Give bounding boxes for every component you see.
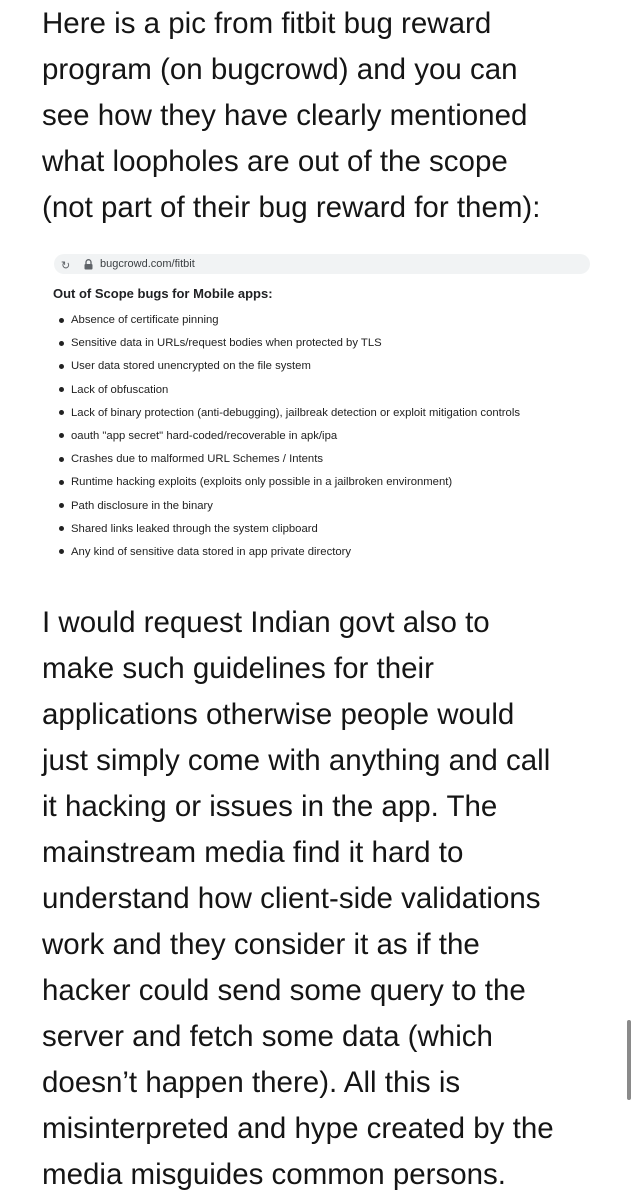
text-line: (not part of their bug reward for them): (42, 191, 541, 224)
list-item-text: Runtime hacking exploits (exploits only possible in a jailbroken environment) (71, 476, 453, 489)
text-line: Here is a pic from fitbit bug reward (42, 7, 492, 40)
bullet-icon (59, 433, 64, 438)
list-item-text: Absence of certificate pinning (71, 314, 219, 326)
bullet-icon (59, 364, 64, 369)
out-of-scope-heading: Out of Scope bugs for Mobile apps: (53, 286, 273, 301)
bullet-icon (59, 526, 64, 531)
bullet-icon (59, 318, 64, 323)
text-line: work and they consider it as if the (42, 928, 480, 961)
bullet-icon (59, 480, 64, 485)
bullet-icon (59, 341, 64, 346)
lock-icon (84, 259, 93, 270)
text-line: it hacking or issues in the app. The (42, 790, 498, 823)
text-line: applications otherwise people would (42, 698, 515, 731)
list-item-text: Any kind of sensitive data stored in app private directory (71, 545, 352, 558)
bullet-icon (59, 549, 64, 554)
list-item-text: oauth "app secret" hard-coded/recoverable in apk/ipa (71, 429, 338, 442)
embedded-screenshot (32, 250, 592, 570)
text-line: misinterpreted and hype created by the (42, 1112, 554, 1145)
text-line: see how they have clearly mentioned (42, 99, 528, 132)
text-line: media misguides common persons. (42, 1158, 507, 1191)
scrollbar-thumb[interactable] (627, 1020, 631, 1100)
text-line: server and fetch some data (which (42, 1020, 493, 1053)
text-line: mainstream media find it hard to (42, 836, 464, 869)
address-bar[interactable] (54, 254, 590, 274)
bullet-icon (59, 503, 64, 508)
list-item-text: Lack of obfuscation (71, 383, 169, 396)
text-line: I would request Indian govt also to (42, 606, 490, 639)
text-line: hacker could send some query to the (42, 974, 526, 1007)
text-line: what loopholes are out of the scope (42, 145, 508, 178)
reload-icon[interactable]: ↻ (61, 259, 71, 272)
text-line: doesn’t happen there). All this is (42, 1066, 461, 1099)
text-line: understand how client-side validations (42, 882, 541, 915)
list-item-text: User data stored unencrypted on the file system (71, 360, 311, 373)
list-item-text: Lack of binary protection (anti-debugging), jailbreak detection or exploit mitigation controls (71, 406, 520, 419)
text-line: program (on bugcrowd) and you can (42, 53, 518, 86)
url-text: bugcrowd.com/fitbit (100, 258, 195, 270)
list-item-text: Path disclosure in the binary (71, 499, 213, 512)
text-line: make such guidelines for their (42, 652, 434, 685)
closing-paragraph (42, 600, 617, 1198)
list-item-text: Crashes due to malformed URL Schemes / Intents (71, 453, 323, 466)
list-item-text: Shared links leaked through the system clipboard (71, 522, 318, 535)
list-item-text: Sensitive data in URLs/request bodies when protected by TLS (71, 337, 382, 350)
intro-paragraph (42, 1, 617, 231)
bullet-icon (59, 457, 64, 462)
bullet-icon (59, 410, 64, 415)
bullet-icon (59, 387, 64, 392)
text-line: just simply come with anything and call (42, 744, 551, 777)
